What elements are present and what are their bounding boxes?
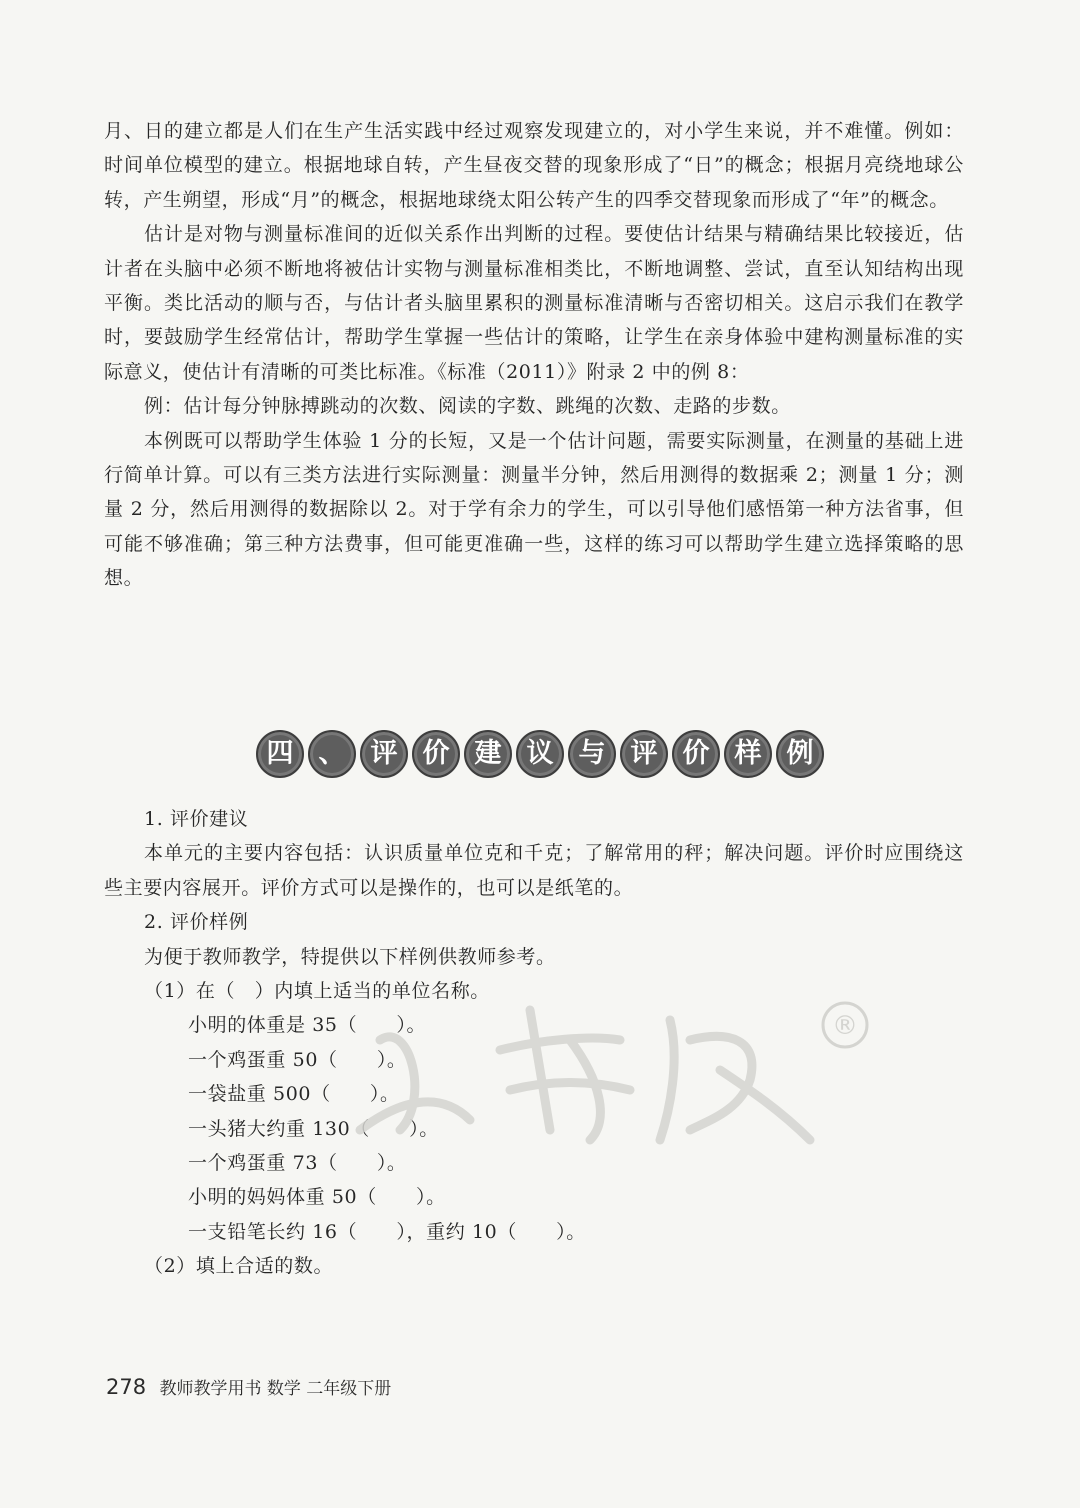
paragraph-4: 本例既可以帮助学生体验 1 分的长短，又是一个估计问题，需要实际测量，在测量的基础上进行简单计算。可以有三类方法进行实际测量：测量半分钟，然后用测得的数据乘 2；测量 1 分；测量 2 分，然后用测得的数据除以 2。对于学有余力的学生，可以引导他们感悟第一种方法省事，但可能不够准确；第三种方法费事，但可能更准确一些，这样的练习可以帮助学生建立选择策略的思想。 xyxy=(104,429,964,590)
evaluation-section xyxy=(104,802,964,1284)
heading-char: 评 xyxy=(360,730,408,778)
heading-char: 与 xyxy=(568,730,616,778)
page-number: 278 xyxy=(106,1375,147,1399)
list-item: 一个鸡蛋重 50（ ）。 xyxy=(188,1048,407,1071)
paragraph-1: 月、日的建立都是人们在生产生活实践中经过观察发现建立的，对小学生来说，并不难懂。例如：时间单位模型的建立。根据地球自转，产生昼夜交替的现象形成了“日”的概念；根据月亮绕地球公转，产生朔望，形成“月”的概念，根据地球绕太阳公转产生的四季交替现象而形成了“年”的概念。 xyxy=(104,120,964,211)
registered-mark: ® xyxy=(832,1011,858,1041)
heading-char: 价 xyxy=(672,730,720,778)
eval-suggestion-text: 本单元的主要内容包括：认识质量单位克和千克；了解常用的秤；解决问题。评价时应围绕这些主要内容展开。评价方式可以是操作的，也可以是纸笔的。 xyxy=(104,842,964,899)
section-heading xyxy=(0,730,1080,778)
eval-suggestion-heading: 1. 评价建议 xyxy=(144,808,249,830)
page-footer xyxy=(106,1374,391,1399)
list-item: 一个鸡蛋重 73（ ）。 xyxy=(188,1152,407,1175)
book-title: 教师教学用书 数学 二年级下册 xyxy=(159,1379,392,1399)
heading-char: 样 xyxy=(724,730,772,778)
heading-char: 建 xyxy=(464,730,512,778)
heading-char: 价 xyxy=(412,730,460,778)
paragraph-example: 例：估计每分钟脉搏跳动的次数、阅读的字数、跳绳的次数、走路的步数。 xyxy=(144,395,791,418)
heading-char: 议 xyxy=(516,730,564,778)
question-1: （1）在（ ）内填上适当的单位名称。 xyxy=(144,980,490,1003)
heading-char: 评 xyxy=(620,730,668,778)
eval-example-heading: 2. 评价样例 xyxy=(144,911,249,934)
heading-char: 四 xyxy=(256,730,304,778)
list-item: 一头猪大约重 130（ ）。 xyxy=(188,1117,439,1140)
body-text xyxy=(104,114,964,596)
eval-example-intro: 为便于教师教学，特提供以下样例供教师参考。 xyxy=(144,945,556,968)
list-item: 一支铅笔长约 16（ ），重约 10（ ）。 xyxy=(188,1220,586,1243)
paragraph-2: 估计是对物与测量标准间的近似关系作出判断的过程。要使估计结果与精确结果比较接近，估计者在头脑中必须不断地将被估计实物与测量标准相类比，不断地调整、尝试，直至认知结构出现平衡。类比活动的顺与否，与估计者头脑里累积的测量标准清晰与否密切相关。这启示我们在教学时，要鼓励学生经常估计，帮助学生掌握一些估计的策略，让学生在亲身体验中建构测量标准的实际意义，使估计有清晰的可类比标准。《标准（2011）》附录 2 中的例 8： xyxy=(104,223,964,383)
question-2: （2）填上合适的数。 xyxy=(144,1255,334,1278)
heading-char: 例 xyxy=(776,730,824,778)
list-item: 一袋盐重 500（ ）。 xyxy=(188,1083,400,1106)
list-item: 小明的体重是 35（ ）。 xyxy=(188,1014,427,1037)
heading-char: 、 xyxy=(308,730,356,778)
list-item: 小明的妈妈体重 50（ ）。 xyxy=(188,1186,446,1209)
